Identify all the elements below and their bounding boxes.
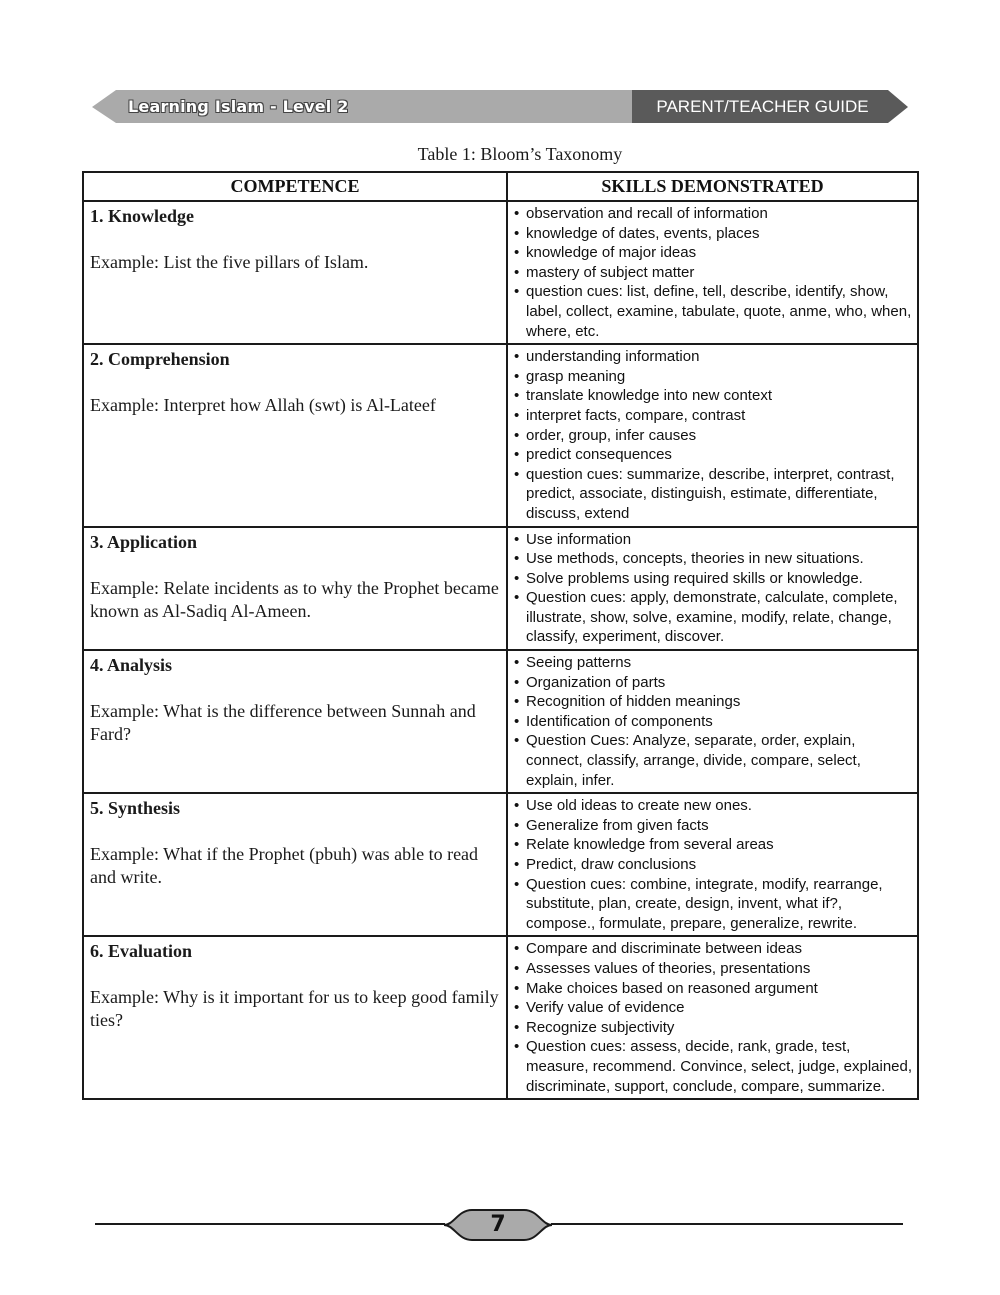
skill-item: • interpret facts, compare, contrast [514, 406, 913, 426]
table-row [83, 201, 918, 344]
footer-rule-right [551, 1223, 903, 1225]
skills-header: SKILLS DEMONSTRATED [507, 172, 918, 201]
skills-cell [507, 527, 918, 651]
competence-cell [83, 344, 507, 526]
skill-item: • question cues: summarize, describe, interpret, contrast, predict, associate, distinguish, estimate, differentiate, discuss, extend [514, 465, 913, 524]
skill-item: • Use information [514, 530, 913, 550]
footer-rule-left [95, 1223, 445, 1225]
competence-cell [83, 527, 507, 651]
skill-item: • Recognize subjectivity [514, 1018, 913, 1038]
skill-item: • knowledge of major ideas [514, 243, 913, 263]
table-row [83, 344, 918, 526]
level-name: 3. Application [90, 531, 198, 552]
skill-item: • predict consequences [514, 445, 913, 465]
skill-item: • Recognition of hidden meanings [514, 692, 913, 712]
skill-item: • Question cues: assess, decide, rank, grade, test, measure, recommend. Convince, select, judge, explained, discriminate, support, conclude, compare, summarize. [514, 1037, 913, 1096]
table-caption: Table 1: Bloom’s Taxonomy [417, 144, 623, 164]
skill-item: • Use old ideas to create new ones. [514, 796, 913, 816]
skill-item: • Compare and discriminate between ideas [514, 939, 913, 959]
competence-cell [83, 201, 507, 344]
competence-cell [83, 650, 507, 793]
level-name: 5. Synthesis [90, 798, 181, 819]
skills-cell [507, 650, 918, 793]
skill-item: • Use methods, concepts, theories in new situations. [514, 549, 913, 569]
level-name: 4. Analysis [90, 655, 173, 676]
guide-label: PARENT/TEACHER GUIDE [656, 97, 869, 116]
table-header-row [83, 172, 918, 201]
skill-item: • Generalize from given facts [514, 816, 913, 836]
skill-item: • understanding information [514, 347, 913, 367]
table-row [83, 793, 918, 936]
table-row [83, 527, 918, 651]
skill-item: • grasp meaning [514, 367, 913, 387]
skill-item: • Assesses values of theories, presentations [514, 959, 913, 979]
book-title: Learning Islam - Level 2 [128, 97, 349, 116]
skills-list [514, 796, 913, 933]
skill-item: • observation and recall of information [514, 204, 913, 224]
skill-item: • Question cues: apply, demonstrate, calculate, complete, illustrate, show, solve, examine, modify, relate, change, classify, experiment, discover. [514, 588, 913, 647]
skills-cell [507, 936, 918, 1099]
skill-item: • Predict, draw conclusions [514, 855, 913, 875]
bloom-taxonomy-table [82, 171, 919, 1100]
skills-list [514, 530, 913, 648]
example-text: Example: Interpret how Allah (swt) is Al-Lateef [90, 395, 436, 416]
skill-item: • mastery of subject matter [514, 263, 913, 283]
level-name: 1. Knowledge [90, 206, 195, 226]
example-text: Example: Relate incidents as to why the Prophet became known as Al-Sadiq Al-Ameen. [90, 577, 499, 621]
table-row [83, 650, 918, 793]
skill-item: • Organization of parts [514, 673, 913, 693]
skill-item: • Question cues: combine, integrate, modify, rearrange, substitute, plan, create, design, invent, what if?, compose., formulate, prepare, generalize, rewrite. [514, 875, 913, 934]
example-text: Example: Why is it important for us to keep good family ties? [90, 987, 499, 1031]
skill-item: • Solve problems using required skills or knowledge. [514, 569, 913, 589]
skills-list [514, 347, 913, 523]
skill-item: • Make choices based on reasoned argument [514, 979, 913, 999]
example-text: Example: List the five pillars of Islam. [90, 252, 369, 272]
example-text: Example: What is the difference between Sunnah and Fard? [90, 701, 476, 745]
skills-list [514, 653, 913, 790]
skill-item: • Verify value of evidence [514, 998, 913, 1018]
skill-item: • translate knowledge into new context [514, 386, 913, 406]
skill-item: • Seeing patterns [514, 653, 913, 673]
competence-cell [83, 936, 507, 1099]
header-banner-shape [0, 0, 1000, 140]
level-name: 2. Comprehension [90, 349, 230, 370]
skills-list [514, 204, 913, 341]
page-number: 7 [490, 1212, 506, 1237]
skill-item: • Question Cues: Analyze, separate, order, explain, connect, classify, arrange, divide, compare, select, explain, infer. [514, 731, 913, 790]
level-name: 6. Evaluation [90, 941, 193, 962]
skills-cell [507, 793, 918, 936]
skills-list [514, 939, 913, 1096]
skill-item: • Relate knowledge from several areas [514, 835, 913, 855]
skill-item: • knowledge of dates, events, places [514, 224, 913, 244]
skills-cell [507, 201, 918, 344]
skills-cell [507, 344, 918, 526]
skill-item: • Identification of components [514, 712, 913, 732]
skill-item: • question cues: list, define, tell, describe, identify, show, label, collect, examine, tabulate, quote, anme, who, when, where, etc. [514, 282, 913, 341]
table-row [83, 936, 918, 1099]
skill-item: • order, group, infer causes [514, 426, 913, 446]
example-text: Example: What if the Prophet (pbuh) was able to read and write. [90, 844, 479, 888]
competence-header: COMPETENCE [83, 172, 507, 201]
competence-cell [83, 793, 507, 936]
page-header-banner [0, 0, 1000, 140]
